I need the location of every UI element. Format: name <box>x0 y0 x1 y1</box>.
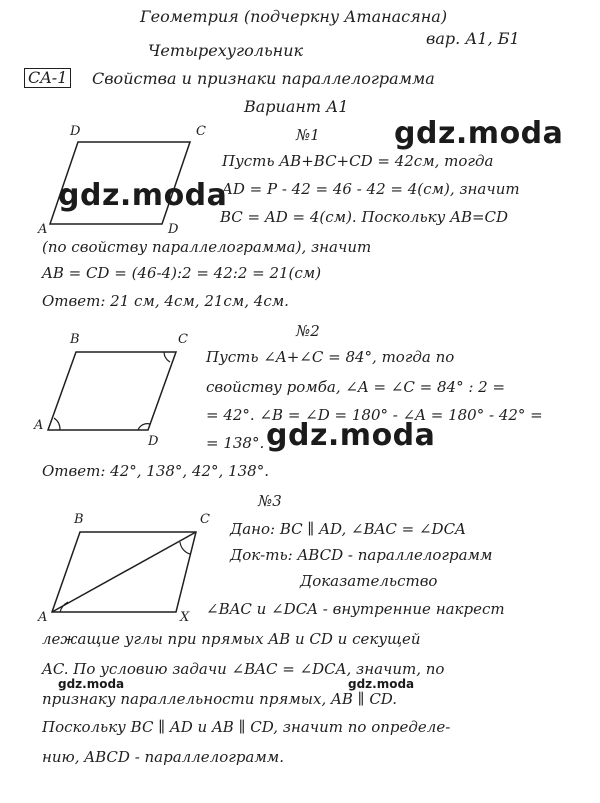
angle-arc-c-fig2 <box>164 352 170 362</box>
problem-1-line-4: (по свойству параллелограмма), значит <box>42 238 372 256</box>
problem-1-answer: Ответ: 21 см, 4см, 21см, 4см. <box>42 292 289 310</box>
section-code: CA-1 <box>24 68 71 88</box>
problem-3-line-1: ∠BAC и ∠DCA - внутренние накрест <box>206 600 505 618</box>
fig2-vertex-top-left: B <box>70 332 80 347</box>
fig1-vertex-top-left: D <box>70 124 81 139</box>
problem-1-line-5: AB = CD = (46-4):2 = 42:2 = 21(см) <box>42 264 322 282</box>
fig2-vertex-bottom-left: A <box>34 418 44 433</box>
problem-2-line-1: Пусть ∠A+∠C = 84°, тогда по <box>206 348 455 366</box>
problem-3-line-2: лежащие углы при прямых AB и CD и секущей <box>42 630 421 648</box>
problem-3-number: №3 <box>258 492 282 510</box>
problem-3-line-3: AC. По условию задачи ∠BAC = ∠DCA, значит, по <box>42 660 445 678</box>
fig2-vertex-bottom-right: D <box>148 434 159 449</box>
angle-arc-a-fig2 <box>54 418 60 430</box>
watermark-2: gdz.moda <box>58 178 228 213</box>
problem-3-given: Дано: BC ∥ AD, ∠BAC = ∠DCA <box>230 520 466 538</box>
watermark-1: gdz.moda <box>394 116 564 151</box>
fig1-vertex-bottom-left: A <box>38 222 48 237</box>
fig2-vertex-top-right: C <box>178 332 188 347</box>
problem-3-line-5: Поскольку BC ∥ AD и AB ∥ CD, значит по определе- <box>42 718 451 736</box>
watermark-4: gdz.moda <box>58 677 125 691</box>
section-title: Свойства и признаки параллелограмма <box>92 69 435 88</box>
page-title: Геометрия (подчеркну Атанасяна) <box>140 7 448 26</box>
fig1-vertex-top-right: C <box>196 124 206 139</box>
problem-2-line-2: свойству ромба, ∠A = ∠C = 84° : 2 = <box>206 378 506 396</box>
problem-2-number: №2 <box>296 322 320 340</box>
problem-1-line-3: BC = AD = 4(см). Поскольку AB=CD <box>220 208 509 226</box>
variant-reference: вар. А1, Б1 <box>426 29 520 48</box>
watermark-5: gdz.moda <box>348 677 415 691</box>
problem-1-number: №1 <box>296 126 320 144</box>
problem-2-line-4: = 138°. <box>206 434 265 452</box>
diagonal-ac-fig3 <box>52 532 196 612</box>
fig3-vertex-top-left: B <box>74 512 84 527</box>
angle-arc-dca-fig3 <box>180 542 190 554</box>
chapter-title: Четырехугольник <box>148 41 304 60</box>
rhombus-figure-2 <box>48 352 176 430</box>
problem-3-proof-heading: Доказательство <box>300 572 438 590</box>
variant-title: Вариант А1 <box>244 97 349 116</box>
watermark-3: gdz.moda <box>266 418 436 453</box>
problem-3-line-6: нию, ABCD - параллелограмм. <box>42 748 284 766</box>
fig3-vertex-bottom-right: X <box>180 610 190 625</box>
problem-2-answer: Ответ: 42°, 138°, 42°, 138°. <box>42 462 269 480</box>
problem-2-line-3: = 42°. ∠B = ∠D = 180° - ∠A = 180° - 42° = <box>206 406 543 424</box>
fig1-vertex-bottom-right: D <box>168 222 179 237</box>
problem-3-prove: Док-ть: ABCD - параллелограмм <box>230 546 493 564</box>
problem-1-line-2: AD = P - 42 = 46 - 42 = 4(см), значит <box>222 180 520 198</box>
problem-1-line-1: Пусть AB+BC+CD = 42см, тогда <box>222 152 494 170</box>
fig3-vertex-top-right: C <box>200 512 210 527</box>
problem-3-line-4: признаку параллельности прямых, AB ∥ CD. <box>42 690 398 708</box>
fig3-vertex-bottom-left: A <box>38 610 48 625</box>
